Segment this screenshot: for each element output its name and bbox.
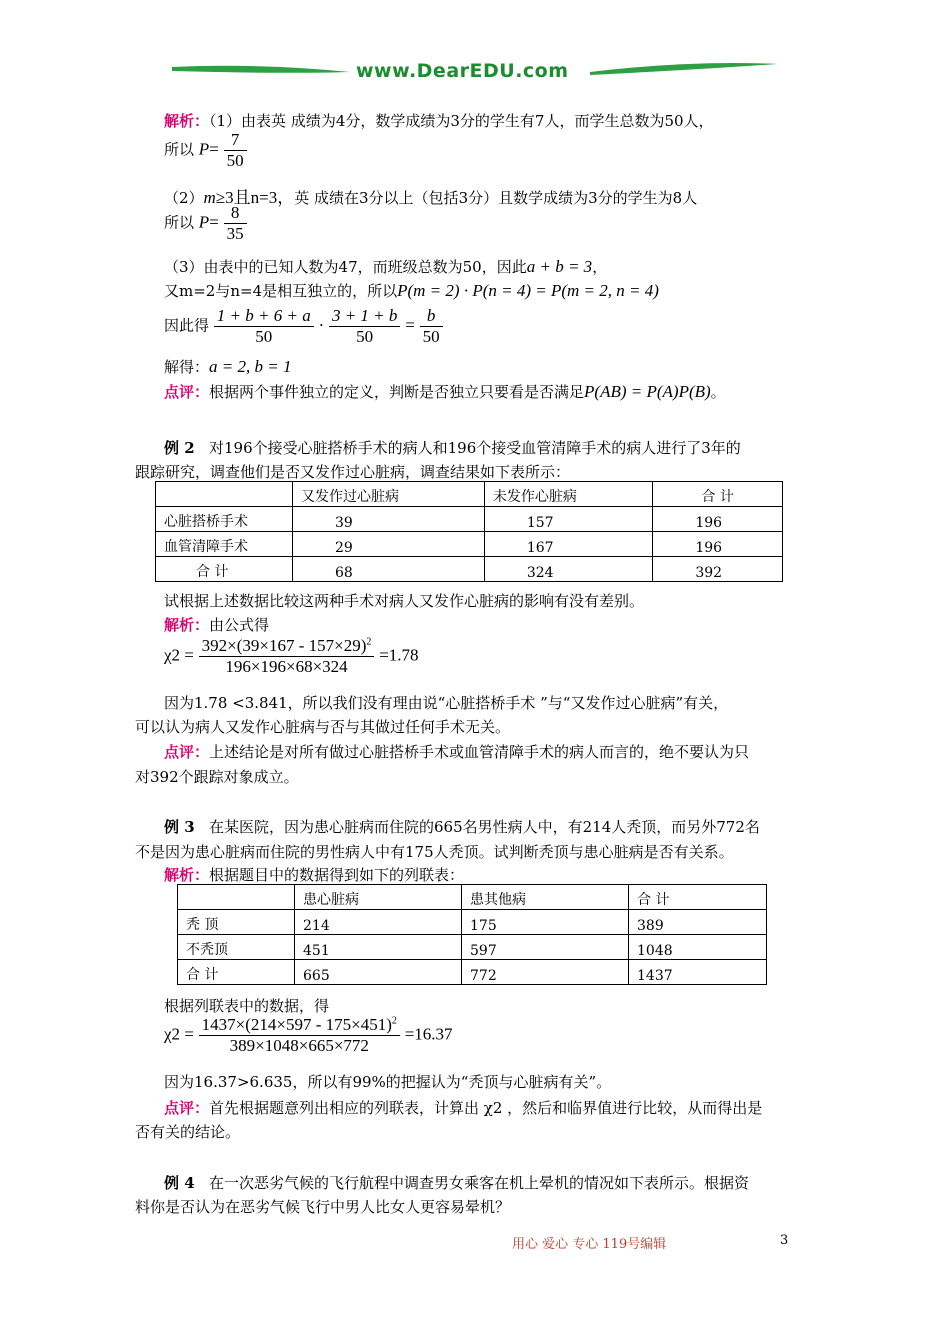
table-row: 合 计 665 772 1437 (178, 960, 767, 985)
ex1-line5: 因此得 $\frac{1 + b + 6 + a}{50}$ · $\frac{3 + 1 + b}{50}$ = $\frac{b}{50}$ (164, 306, 443, 347)
ex1-line3: （3）由表中的已知人数为47，而班级总数为50，因此a + b = 3， (164, 257, 608, 276)
ex1-p1: 所以 P= $\frac{7}{50}$ (164, 130, 247, 171)
table-row: 心脏搭桥手术 39 157 196 (156, 507, 783, 532)
ex4-line1: 例 4 在一次恶劣气候的飞行航程中调查男女乘客在机上晕机的情况如下表所示。根据资 (164, 1174, 749, 1192)
fraction-8-35: $\frac{8}{35}$ (224, 203, 247, 244)
ex3-line5: 因为16.37>6.635，所以有99%的把握认为“秃顶与心脏病有关”。 (164, 1073, 612, 1091)
ex3-line3: 解析：根据题目中的数据得到如下的列联表： (164, 866, 465, 884)
table-row: 患心脏病 患其他病 合 计 (178, 885, 767, 910)
ex1-line6: 解得：a = 2, b = 1 (164, 357, 292, 376)
ex3-line6: 点评：首先根据题意列出相应的列联表，计算出 χ2 ，然后和临界值进行比较，从而得出是 (164, 1099, 763, 1117)
ex2-line3: 试根据上述数据比较这两种手术对病人又发作心脏病的影响有没有差别。 (164, 592, 645, 610)
ex1-line7: 点评：根据两个事件独立的定义，判断是否独立只要看是否满足P(AB) = P(A)P(B)。 (164, 382, 726, 401)
ex4-line2: 料你是否认为在恶劣气候飞行中男人比女人更容易晕机？ (135, 1198, 511, 1216)
ex1-line2: （2）m≥3且n=3，英 成绩在3分以上（包括3分）且数学成绩为3分的学生为8人 (164, 188, 698, 207)
ex3-formula: χ2 = $\frac{1437\times(214\times 597 - 175\times 451)^2}{389\times 1048\times 665\times 772}$ =16.37 (164, 1015, 453, 1055)
ex3-line4: 根据列联表中的数据，得 (164, 997, 330, 1015)
ex1-p2: 所以 P= $\frac{8}{35}$ (164, 203, 247, 244)
table-row: 合 计 68 324 392 (156, 557, 783, 582)
site-logo[interactable]: www.DearEDU.com (356, 60, 569, 82)
ex2-line7: 点评：上述结论是对所有做过心脏搭桥手术或血管清障手术的病人而言的，绝不要认为只 (164, 743, 750, 761)
fraction-7-50: $\frac{7}{50}$ (224, 130, 247, 171)
table-row: 不秃顶 451 597 1048 (178, 935, 767, 960)
table-row: 秃 顶 214 175 389 (178, 910, 767, 935)
ex2-formula: χ2 = $\frac{392\times(39\times 167 - 157\times 29)^2}{196\times 196\times 68\times 324}$ =1.78 (164, 636, 419, 676)
ex2-line5: 因为1.78 <3.841，所以我们没有理由说“心脏搭桥手术 ”与“又发作过心脏病”有关， (164, 694, 729, 712)
table-row: 血管清障手术 29 167 196 (156, 532, 783, 557)
ex3-line1: 例 3 在某医院，因为患心脏病而住院的665名男性病人中，有214人秃顶，而另外772名 (164, 818, 760, 836)
ex1-text1: （1）由表英 成绩为4分，数学成绩为3分的学生有7人，而学生总数为50人， (209, 112, 714, 130)
ex1-line4: 又m=2与n=4是相互独立的，所以P(m = 2) · P(n = 4) = P(m = 2, n = 4) (164, 281, 659, 300)
ex3-line2: 不是因为患心脏病而住院的男性病人中有175人秃顶。试判断秃顶与患心脏病是否有关系。 (135, 843, 734, 861)
ex2-line1: 例 2 对196个接受心脏搭桥手术的病人和196个接受血管清障手术的病人进行了3年的 (164, 439, 741, 457)
table-row: 又发作过心脏病 未发作心脏病 合 计 (156, 482, 783, 507)
page-number: 3 (780, 1233, 789, 1248)
ex3-line7: 否有关的结论。 (135, 1123, 241, 1141)
footer-text: 用心 爱心 专心 119号编辑 (512, 1237, 667, 1252)
ex2-line6: 可以认为病人又发作心脏病与否与其做过任何手术无关。 (135, 718, 511, 736)
ex1-line1 (164, 110, 714, 131)
ex3-table (177, 884, 767, 985)
ex2-line8: 对392个跟踪对象成立。 (135, 768, 299, 786)
ex2-line2: 跟踪研究，调查他们是否又发作过心脏病，调查结果如下表所示： (135, 463, 571, 481)
ex2-table (155, 481, 783, 582)
ex2-line4: 解析：由公式得 (164, 616, 270, 634)
analysis-label: 解析： (164, 112, 210, 130)
